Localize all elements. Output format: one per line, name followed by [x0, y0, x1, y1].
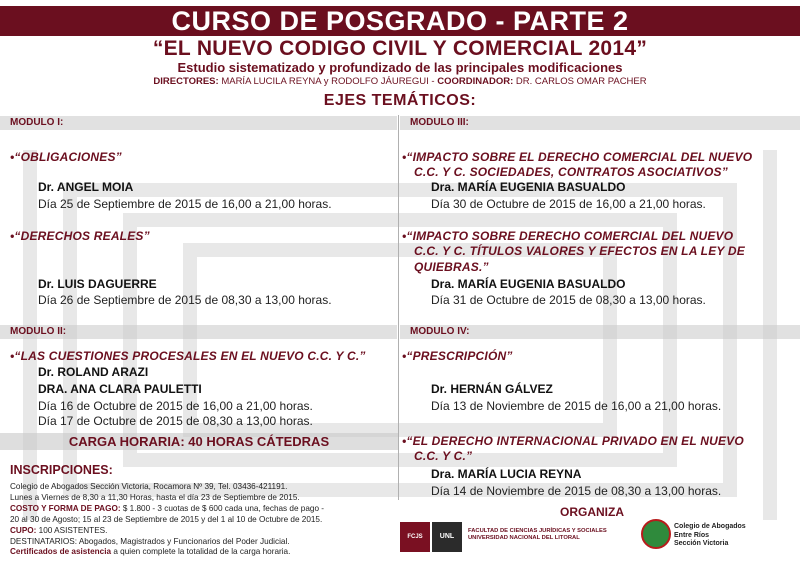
costo-value: $ 1.800 - 3 cuotas de $ 600 cada una, fechas de pago - [122, 504, 325, 513]
cupo-label: CUPO: [10, 526, 37, 535]
colegio-line-2: Entre Ríos [674, 531, 710, 539]
fcjs-logo: FCJS [400, 522, 430, 552]
module-1-date-1: Día 25 de Septiembre de 2015 de 16,00 a 21,00 horas. [38, 197, 332, 211]
unl-logo: UNL [432, 522, 462, 552]
colegio-line-1: Colegio de Abogados [674, 523, 746, 530]
certificados-label: Certificados de asistencia [10, 547, 112, 556]
cupo-line [10, 526, 107, 535]
module-2-date-2: Día 17 de Octubre de 2015 de 08,30 a 13,00 horas. [38, 414, 313, 428]
module-1-speaker-1: Dr. ANGEL MOIA [38, 180, 134, 194]
course-description: Estudio sistematizado y profundizado de las principales modificaciones [177, 60, 623, 75]
faculty-line-1: FACULTAD DE CIENCIAS JURÍDICAS Y SOCIALES [468, 528, 607, 534]
cupo-value: 100 ASISTENTES. [38, 526, 108, 535]
faculty-name [468, 528, 607, 542]
module-3-topic-2-line3: QUIEBRAS.” [414, 260, 489, 274]
module-1-speaker-2: Dr. LUIS DAGUERRE [38, 277, 157, 291]
costo-label: COSTO Y FORMA DE PAGO: [10, 504, 121, 513]
module-2-speaker-1: Dr. ROLAND ARAZI [38, 365, 149, 379]
module-4-topic-1: •“PRESCRIPCIÓN” [402, 349, 513, 363]
directors-label: DIRECTORES: [153, 76, 219, 87]
directors-names: MARÍA LUCILA REYNA y RODOLFO JÁUREGUI - [221, 76, 435, 87]
module-4-date-1: Día 13 de Noviembre de 2015 de 16,00 a 21,00 horas. [431, 399, 722, 413]
directors-line [0, 76, 800, 87]
colegio-name [674, 523, 746, 549]
colegio-seal-icon [641, 519, 671, 549]
module-4-date-2: Día 14 de Noviembre de 2015 de 08,30 a 13,00 horas. [431, 484, 722, 498]
center-divider [398, 115, 399, 500]
coordinator-label: COORDINADOR: [437, 76, 514, 87]
course-subtitle: “EL NUEVO CODIGO CIVIL Y COMERCIAL 2014” [152, 37, 648, 60]
destinatarios-line: DESTINATARIOS: Abogados, Magistrados y Funcionarios del Poder Judicial. [10, 537, 290, 546]
costo-line [10, 504, 324, 513]
payment-dates-line: 20 al 30 de Agosto; 15 al 23 de Septiembre de 2015 y del 1 al 10 de Octubre de 2015. [10, 515, 323, 524]
module-3-header: MODULO III: [400, 116, 800, 130]
module-3-date-2: Día 31 de Octubre de 2015 de 08,30 a 13,00 horas. [431, 293, 706, 307]
module-3-speaker-2: Dra. MARÍA EUGENIA BASUALDO [431, 277, 626, 291]
module-2-header: MODULO II: [0, 325, 397, 339]
module-3-date-1: Día 30 de Octubre de 2015 de 16,00 a 21,00 horas. [431, 197, 706, 211]
page-title: CURSO DE POSGRADO - PARTE 2 [0, 6, 800, 36]
module-3-topic-1-line1: •“IMPACTO SOBRE EL DERECHO COMERCIAL DEL NUEVO [402, 150, 753, 164]
module-3-speaker-1: Dra. MARÍA EUGENIA BASUALDO [431, 180, 626, 194]
module-3-topic-1-line2: C.C. Y C. SOCIEDADES, CONTRATOS ASOCIATIVOS” [414, 165, 728, 179]
inscripciones-heading: INSCRIPCIONES: [10, 463, 113, 477]
carga-horaria: CARGA HORARIA: 40 HORAS CÁTEDRAS [0, 433, 398, 450]
module-4-topic-2-line2: C.C. Y C.” [414, 449, 473, 463]
module-4-speaker-2: Dra. MARÍA LUCIA REYNA [431, 467, 582, 481]
module-1-topic-2: •“DERECHOS REALES” [10, 229, 150, 243]
coordinator-name: DR. CARLOS OMAR PACHER [515, 76, 647, 87]
module-2-speaker-2: DRA. ANA CLARA PAULETTI [38, 382, 202, 396]
module-4-speaker-1: Dr. HERNÁN GÁLVEZ [431, 382, 553, 396]
module-1-date-2: Día 26 de Septiembre de 2015 de 08,30 a 13,00 horas. [38, 293, 332, 307]
module-1-header: MODULO I: [0, 116, 397, 130]
faculty-line-2: UNIVERSIDAD NACIONAL DEL LITORAL [468, 535, 580, 541]
module-3-topic-2-line1: •“IMPACTO SOBRE DERECHO COMERCIAL DEL NUEVO [402, 229, 734, 243]
organiza-heading: ORGANIZA [560, 505, 624, 519]
module-2-topic: •“LAS CUESTIONES PROCESALES EN EL NUEVO C.C. Y C.” [10, 349, 366, 363]
module-1-topic-1: •“OBLIGACIONES” [10, 150, 122, 164]
module-2-date-1: Día 16 de Octubre de 2015 de 16,00 a 21,00 horas. [38, 399, 313, 413]
certificados-line [10, 547, 290, 556]
module-4-topic-2-line1: •“EL DERECHO INTERNACIONAL PRIVADO EN EL NUEVO [402, 434, 744, 448]
inscripciones-line-2: Lunes a Viernes de 8,30 a 11,30 Horas, hasta el día 23 de Septiembre de 2015. [10, 493, 300, 502]
module-3-topic-2-line2: C.C. Y C. TÍTULOS VALORES Y EFECTOS EN LA LEY DE [414, 244, 745, 258]
ejes-heading: EJES TEMÁTICOS: [323, 92, 477, 109]
certificados-value: a quien complete la totalidad de la carga horaria. [113, 547, 291, 556]
colegio-line-3: Sección Victoria [674, 540, 729, 547]
inscripciones-line-1: Colegio de Abogados Sección Victoria, Rocamora Nº 39, Tel. 03436-421191. [10, 482, 288, 491]
module-4-header: MODULO IV: [400, 325, 800, 339]
